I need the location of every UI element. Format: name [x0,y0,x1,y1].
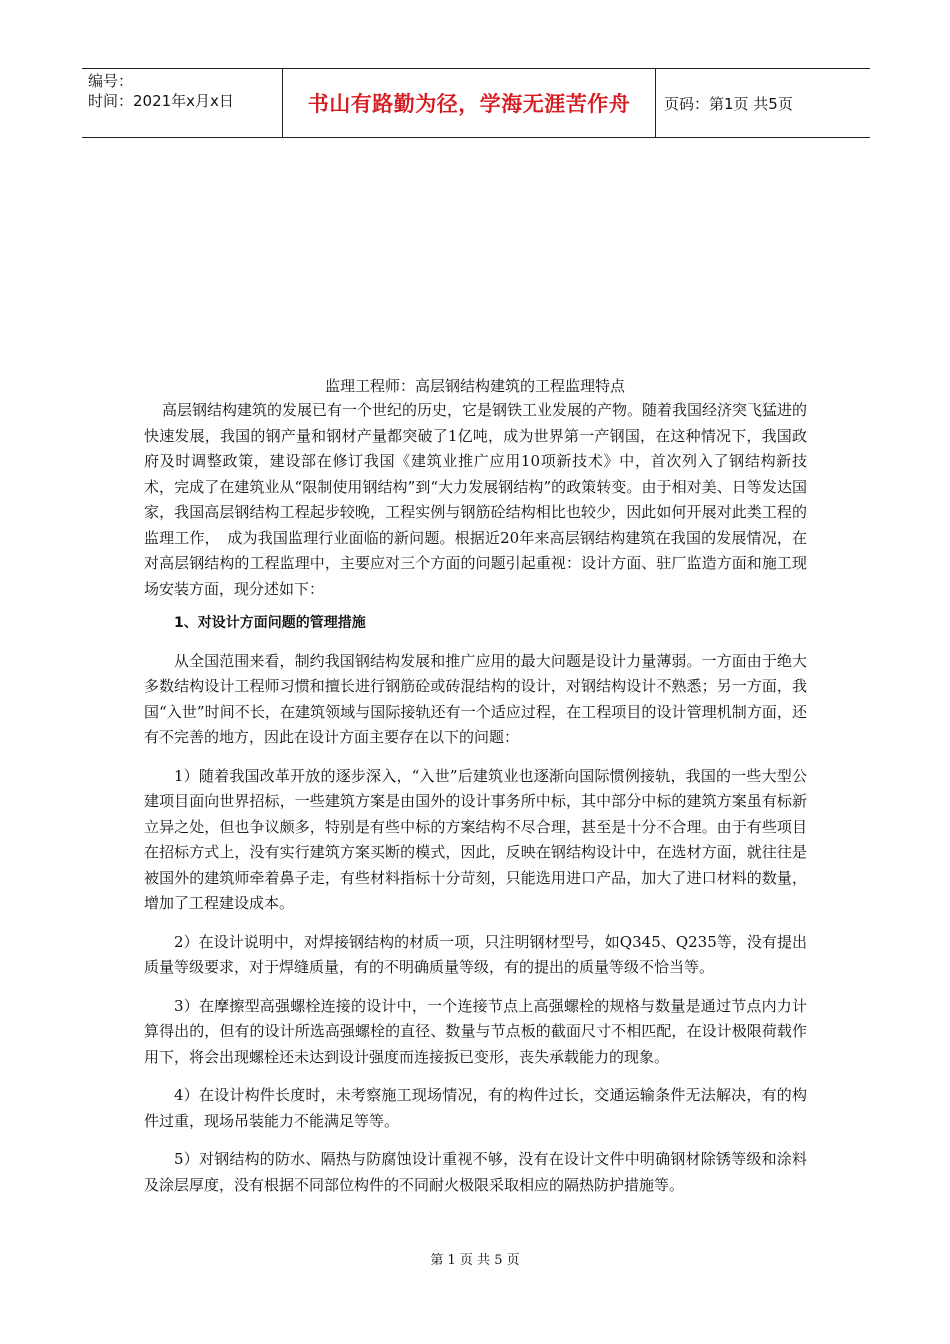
intro-paragraph: 高层钢结构建筑的发展已有一个世纪的历史，它是钢铁工业发展的产物。随着我国经济突飞猛进的快速发展，我国的钢产量和钢材产量都突破了1亿吨，成为世界第一产钢国，在这种情况下，我国政府及时调整政策，建设部在修订我国《建筑业推广应用10项新技术》中，首次列入了钢结构新技术，完成了在建筑业从“限制使用钢结构”到“大力发展钢结构”的政策转变。由于相对美、日等发达国家，我国高层钢结构工程起步较晚，工程实例与钢筋砼结构相比也较少，因此如何开展对此类工程的监理工作， 成为我国监理行业面临的新问题。根据近20年来高层钢结构建筑在我国的发展情况，在对高层钢结构的工程监理中，主要应对三个方面的问题引起重视：设计方面、驻厂监造方面和施工现场安装方面，现分述如下： [144,401,808,598]
section-intro-paragraph: 从全国范围来看，制约我国钢结构发展和推广应用的最大问题是设计力量薄弱。一方面由于绝大多数结构设计工程师习惯和擅长进行钢筋砼或砖混结构的设计，对钢结构设计不熟悉；另一方面，我国“入世”时间不长，在建筑领域与国际接轨还有一个适应过程，在工程项目的设计管理机制方面，还有不完善的地方，因此在设计方面主要存在以下的问题： [144,651,807,746]
document-body [144,398,807,1211]
header-meta-cell [82,69,282,137]
list-item: 3）在摩擦型高强螺栓连接的设计中，一个连接节点上高强螺栓的规格与数量是通过节点内力计算得出的，但有的设计所选高强螺栓的直径、数量与节点板的截面尺寸不相匹配，在设计极限荷载作用下，将会出现螺栓还未达到设计强度而连接扳已变形，丧失承载能力的现象。 [144,996,807,1066]
page-footer: 第 1 页 共 5 页 [430,1253,520,1268]
header-page-cell [656,69,870,137]
header-table [82,68,870,138]
list-item: 5）对钢结构的防水、隔热与防腐蚀设计重视不够，没有在设计文件中明确钢材除锈等级和涂料及涂层厚度，没有根据不同部位构件的不同耐火极限采取相应的隔热防护措施等。 [144,1150,807,1194]
list-item: 1）随着我国改革开放的逐步深入，“入世”后建筑业也逐渐向国际惯例接轨，我国的一些大型公建项目面向世界招标，一些建筑方案是由国外的设计事务所中标，其中部分中标的建筑方案虽有标新立异之处，但也争议颇多，特别是有些中标的方案结构不尽合理，甚至是十分不合理。由于有些项目在招标方式上，没有实行建筑方案买断的模式，因此，反映在钢结构设计中，在选材方面，就往往是被国外的建筑师牵着鼻子走，有些材料指标十分苛刻，只能选用进口产品，加大了进口材料的数量，增加了工程建设成本。 [144,766,807,912]
header-motto-cell [282,69,656,137]
header-motto: 书山有路勤为径，学海无涯苦作舟 [307,92,631,116]
list-item: 4）在设计构件长度时，未考察施工现场情况，有的构件过长，交通运输条件无法解决，有的构件过重，现场吊装能力不能满足等等。 [144,1086,807,1130]
list-item: 2）在设计说明中，对焊接钢结构的材质一项，只注明钢材型号，如Q345、Q235等，没有提出质量等级要求，对于焊缝质量，有的不明确质量等级，有的提出的质量等级不恰当等。 [144,932,807,976]
header-page-info: 页码：第1页 共5页 [664,94,793,113]
document-number-label: 编号： [88,72,134,90]
section-heading: 1、对设计方面问题的管理措施 [174,615,366,631]
document-title: 监理工程师：高层钢结构建筑的工程监理特点 [324,377,625,395]
document-time-label: 时间：2021年x月x日 [88,92,234,110]
